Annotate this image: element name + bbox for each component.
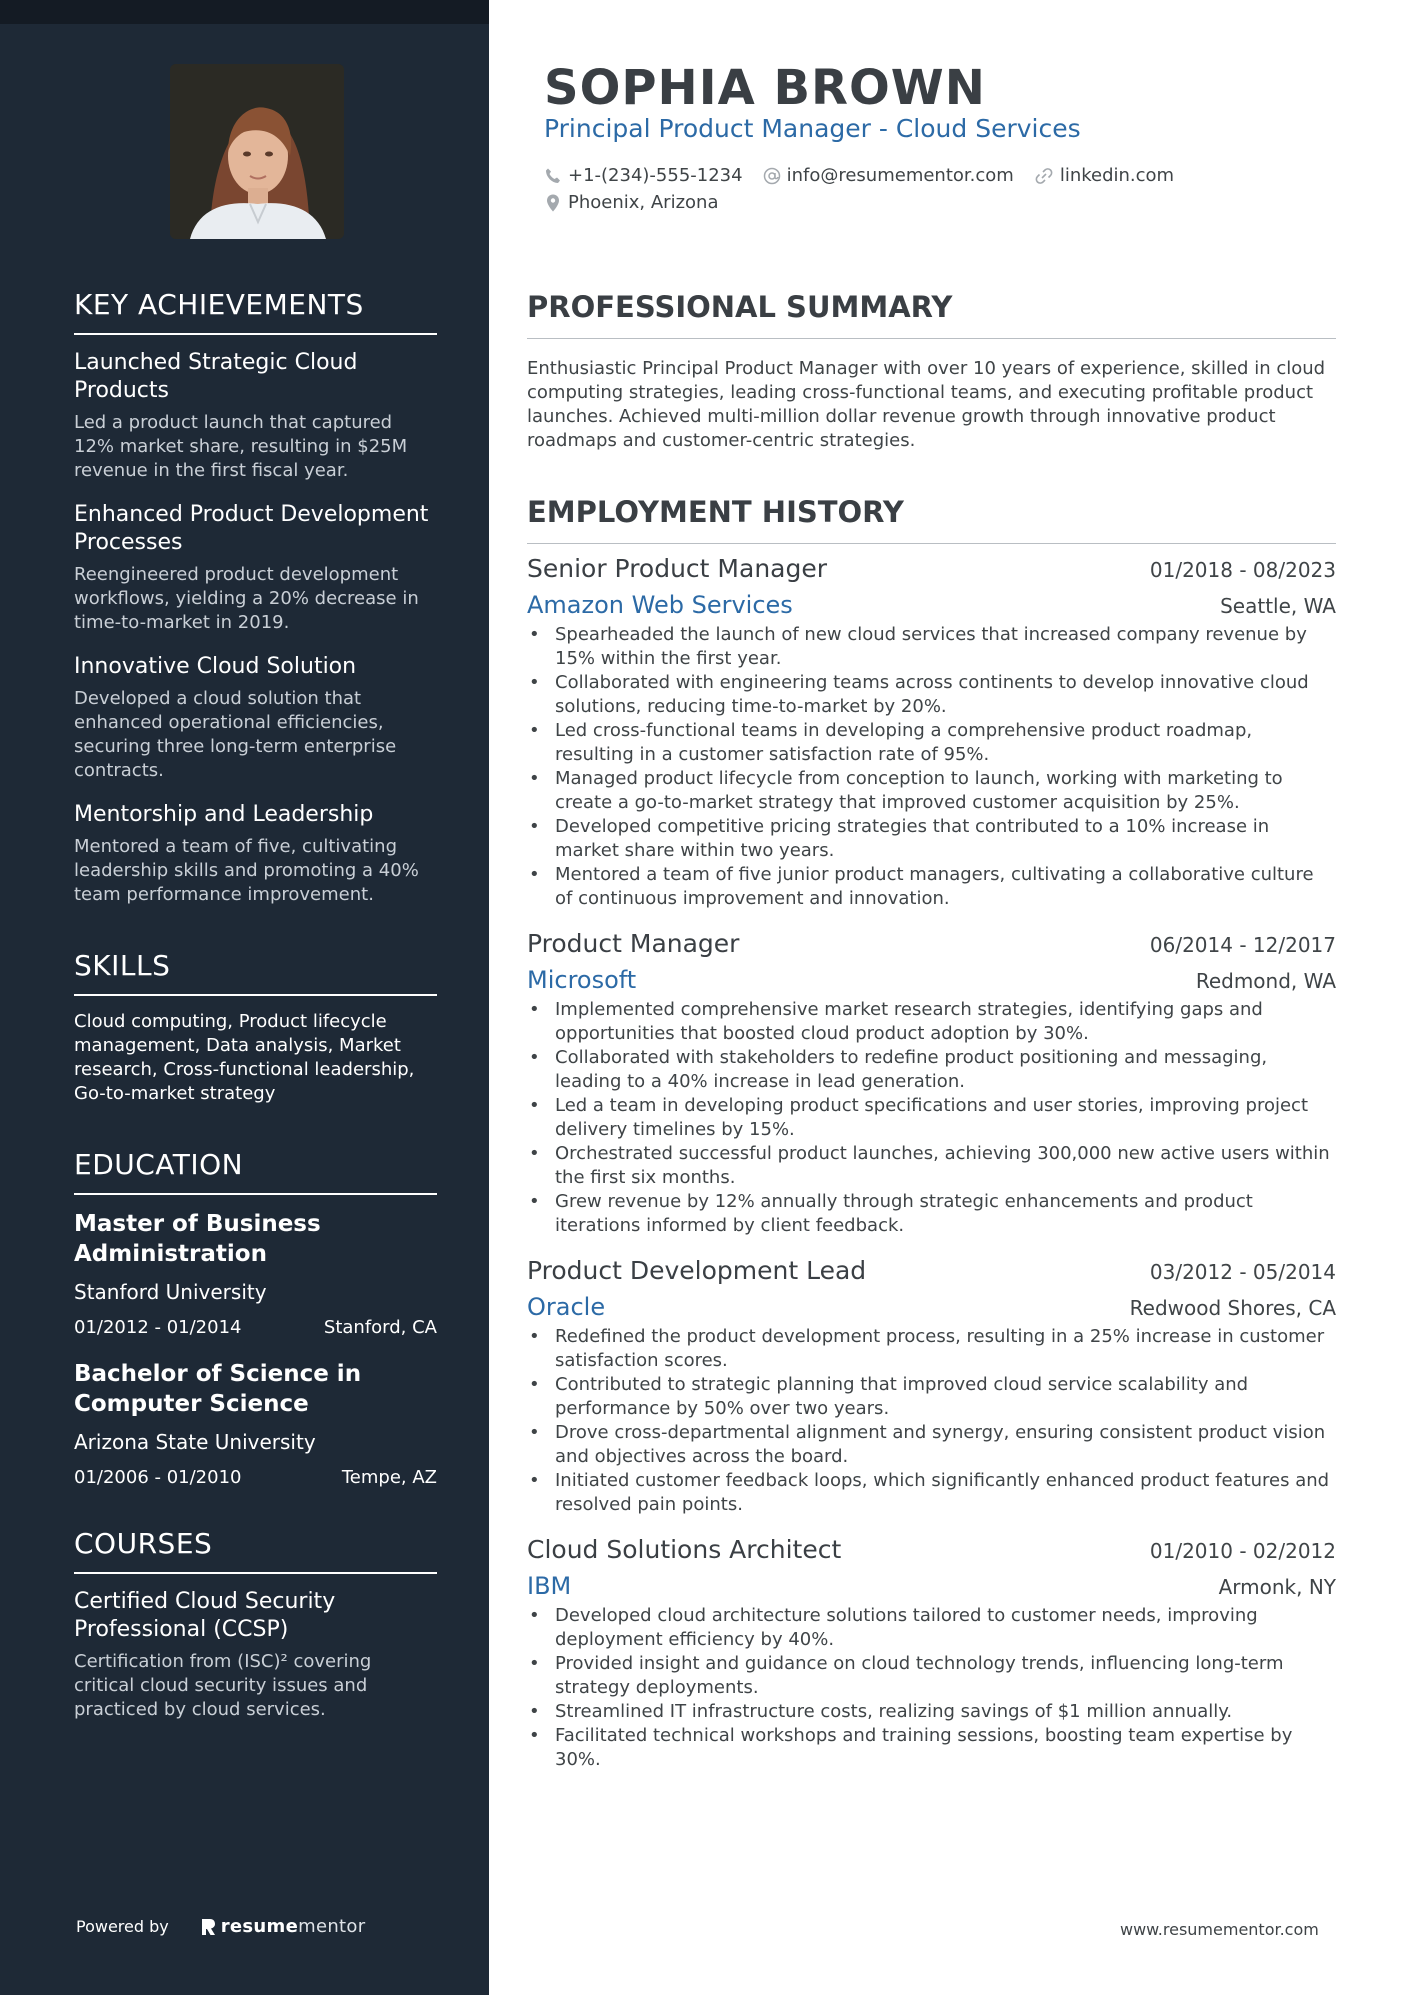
job-company: Microsoft [527, 966, 637, 994]
email-text: info@resumementor.com [786, 165, 1014, 186]
sidebar [0, 0, 489, 1995]
education-meta [74, 1315, 437, 1341]
job-dates: 06/2014 - 12/2017 [1149, 933, 1336, 957]
achievement-desc: Developed a cloud solution that enhanced operational efficiencies, securing three long-term enterprise contracts. [74, 688, 397, 781]
candidate-name: SOPHIA BROWN [544, 60, 986, 116]
job-bullets [527, 623, 1336, 911]
education-item [74, 1359, 437, 1491]
job-bullet: • Developed competitive pricing strategies that contributed to a 10% increase in market share within two years. [527, 815, 1336, 863]
brand-mark-icon [199, 1917, 217, 1937]
job-bullet: • Developed cloud architecture solutions tailored to customer needs, improving deployment efficiency by 40%. [527, 1604, 1336, 1652]
education-dates: 01/2006 - 01/2010 [74, 1467, 242, 1488]
job-role: Product Manager [527, 929, 740, 958]
job-role: Senior Product Manager [527, 554, 828, 583]
job-location: Seattle, WA [1220, 594, 1336, 618]
job-bullet: • Contributed to strategic planning that improved cloud service scalability and performance by 50% over two years. [527, 1373, 1336, 1421]
job-dates: 03/2012 - 05/2014 [1149, 1260, 1336, 1284]
location-pin-icon [544, 193, 562, 213]
achievement-item [74, 653, 437, 783]
achievement-title: Innovative Cloud Solution [74, 654, 357, 679]
job-bullet: • Collaborated with stakeholders to redefine product positioning and messaging, leading to a 40% increase in lead generation. [527, 1046, 1336, 1094]
job-bullet: • Provided insight and guidance on cloud technology trends, influencing long-term strategy deployments. [527, 1652, 1336, 1700]
job-subheader [527, 591, 1336, 619]
course-title: Certified Cloud Security Professional (CCSP) [74, 1589, 336, 1642]
achievement-desc: Reengineered product development workflows, yielding a 20% decrease in time-to-market in 2019. [74, 564, 419, 633]
contact-linkedin[interactable] [1034, 165, 1174, 186]
education-item [74, 1209, 437, 1341]
powered-by-label: Powered by [76, 1917, 169, 1936]
powered-by [76, 1916, 365, 1937]
candidate-title: Principal Product Manager - Cloud Services [544, 114, 1081, 143]
brand-name-light: mentor [298, 1916, 366, 1937]
job-bullet: • Initiated customer feedback loops, which significantly enhanced product features and resolved pain points. [527, 1469, 1336, 1517]
job-dates: 01/2010 - 02/2012 [1149, 1539, 1336, 1563]
job-bullets [527, 1325, 1336, 1517]
job-entry [527, 929, 1336, 1238]
job-bullet: • Grew revenue by 12% annually through strategic enhancements and product iterations informed by client feedback. [527, 1190, 1336, 1238]
contact-row-2 [544, 192, 738, 213]
at-sign-icon [763, 167, 781, 185]
education-school: Arizona State University [74, 1430, 316, 1454]
education-location: Stanford, CA [323, 1317, 437, 1338]
achievement-desc: Led a product launch that captured 12% market share, resulting in $25M revenue in the first fiscal year. [74, 412, 408, 481]
summary-heading: PROFESSIONAL SUMMARY [527, 290, 1336, 339]
job-role: Product Development Lead [527, 1256, 867, 1285]
education-meta [74, 1465, 437, 1491]
job-header [527, 554, 1336, 583]
education-heading: EDUCATION [74, 1148, 437, 1195]
job-subheader [527, 966, 1336, 994]
achievement-desc: Mentored a team of five, cultivating leadership skills and promoting a 40% team performance improvement. [74, 836, 419, 905]
job-entry [527, 554, 1336, 911]
contact-location [544, 192, 718, 213]
job-location: Redwood Shores, CA [1129, 1296, 1336, 1320]
skills-heading: SKILLS [74, 949, 437, 996]
education-degree: Master of Business Administration [74, 1211, 321, 1267]
job-role: Cloud Solutions Architect [527, 1535, 842, 1564]
job-bullet: • Facilitated technical workshops and training sessions, boosting team expertise by 30%. [527, 1724, 1336, 1772]
job-bullet: • Collaborated with engineering teams across continents to develop innovative cloud solutions, reducing time-to-market by 20%. [527, 671, 1336, 719]
course-desc: Certification from (ISC)² covering critical cloud security issues and practiced by cloud services. [74, 1651, 372, 1720]
employment-section [527, 495, 1336, 1772]
job-location: Redmond, WA [1195, 969, 1336, 993]
brand-name-bold: resume [220, 1916, 299, 1937]
sidebar-top-bar [0, 0, 489, 24]
job-bullet: • Streamlined IT infrastructure costs, realizing savings of $1 million annually. [527, 1700, 1336, 1724]
summary-section [527, 290, 1336, 453]
education-section [74, 1148, 437, 1491]
achievements-section [74, 288, 437, 907]
achievement-title: Mentorship and Leadership [74, 802, 374, 827]
job-bullet: • Led a team in developing product specifications and user stories, improving project delivery timelines by 15%. [527, 1094, 1336, 1142]
contact-phone[interactable] [544, 165, 743, 186]
achievement-title: Launched Strategic Cloud Products [74, 350, 358, 403]
employment-heading: EMPLOYMENT HISTORY [527, 495, 1336, 544]
job-entry [527, 1535, 1336, 1772]
achievement-item [74, 501, 437, 635]
job-company: Oracle [527, 1293, 606, 1321]
job-bullet: • Drove cross-departmental alignment and synergy, ensuring consistent product vision and objectives across the board. [527, 1421, 1336, 1469]
courses-section [74, 1527, 437, 1722]
education-dates: 01/2012 - 01/2014 [74, 1317, 242, 1338]
achievement-item [74, 801, 437, 907]
job-bullets [527, 1604, 1336, 1772]
contact-email[interactable] [763, 165, 1014, 186]
job-subheader [527, 1293, 1336, 1321]
job-bullet: • Mentored a team of five junior product managers, cultivating a collaborative culture of continuous improvement and innovation. [527, 863, 1336, 911]
profile-photo [170, 64, 344, 239]
job-subheader [527, 1572, 1336, 1600]
achievement-title: Enhanced Product Development Processes [74, 502, 429, 555]
job-header [527, 1535, 1336, 1564]
job-header [527, 1256, 1336, 1285]
job-entry [527, 1256, 1336, 1517]
phone-icon [544, 167, 562, 185]
job-company: Amazon Web Services [527, 591, 793, 619]
linkedin-text: linkedin.com [1059, 165, 1175, 186]
job-bullet: • Managed product lifecycle from conception to launch, working with marketing to create a go-to-market strategy that improved customer acquisition by 25%. [527, 767, 1336, 815]
job-dates: 01/2018 - 08/2023 [1149, 558, 1336, 582]
brand-logo[interactable] [199, 1916, 366, 1937]
education-school: Stanford University [74, 1280, 267, 1304]
job-bullet: • Led cross-functional teams in developing a comprehensive product roadmap, resulting in a customer satisfaction rate of 95%. [527, 719, 1336, 767]
skills-section [74, 949, 437, 1106]
education-location: Tempe, AZ [341, 1467, 437, 1488]
job-bullets [527, 998, 1336, 1238]
courses-heading: COURSES [74, 1527, 437, 1574]
achievements-heading: KEY ACHIEVEMENTS [74, 288, 437, 335]
location-text: Phoenix, Arizona [568, 192, 719, 213]
achievement-item [74, 349, 437, 483]
education-degree: Bachelor of Science in Computer Science [74, 1361, 362, 1417]
job-bullet: • Implemented comprehensive market research strategies, identifying gaps and opportunities that boosted cloud product adoption by 30%. [527, 998, 1336, 1046]
skills-list: Cloud computing, Product lifecycle management, Data analysis, Market research, Cross-functional leadership, Go-to-market strategy [74, 1011, 415, 1104]
footer-website-link[interactable]: www.resumementor.com [1120, 1920, 1319, 1939]
job-bullet: • Spearheaded the launch of new cloud services that increased company revenue by 15% within the first year. [527, 623, 1336, 671]
job-company: IBM [527, 1572, 572, 1600]
job-header [527, 929, 1336, 958]
link-icon [1034, 167, 1054, 185]
portrait-illustration [170, 64, 344, 239]
course-item [74, 1588, 437, 1722]
main-content [527, 290, 1336, 1790]
phone-text: +1-(234)-555-1234 [568, 165, 743, 186]
contact-row [544, 165, 1194, 186]
job-bullet: • Orchestrated successful product launches, achieving 300,000 new active users within the first six months. [527, 1142, 1336, 1190]
sidebar-content [74, 288, 437, 1764]
job-location: Armonk, NY [1218, 1575, 1336, 1599]
job-bullet: • Redefined the product development process, resulting in a 25% increase in customer satisfaction scores. [527, 1325, 1336, 1373]
summary-text: Enthusiastic Principal Product Manager with over 10 years of experience, skilled in cloud computing strategies, leading cross-functional teams, and executing profitable product launches. Achieved multi-million dollar revenue growth through innovative product roadmaps and customer-centric strategies. [527, 358, 1326, 451]
